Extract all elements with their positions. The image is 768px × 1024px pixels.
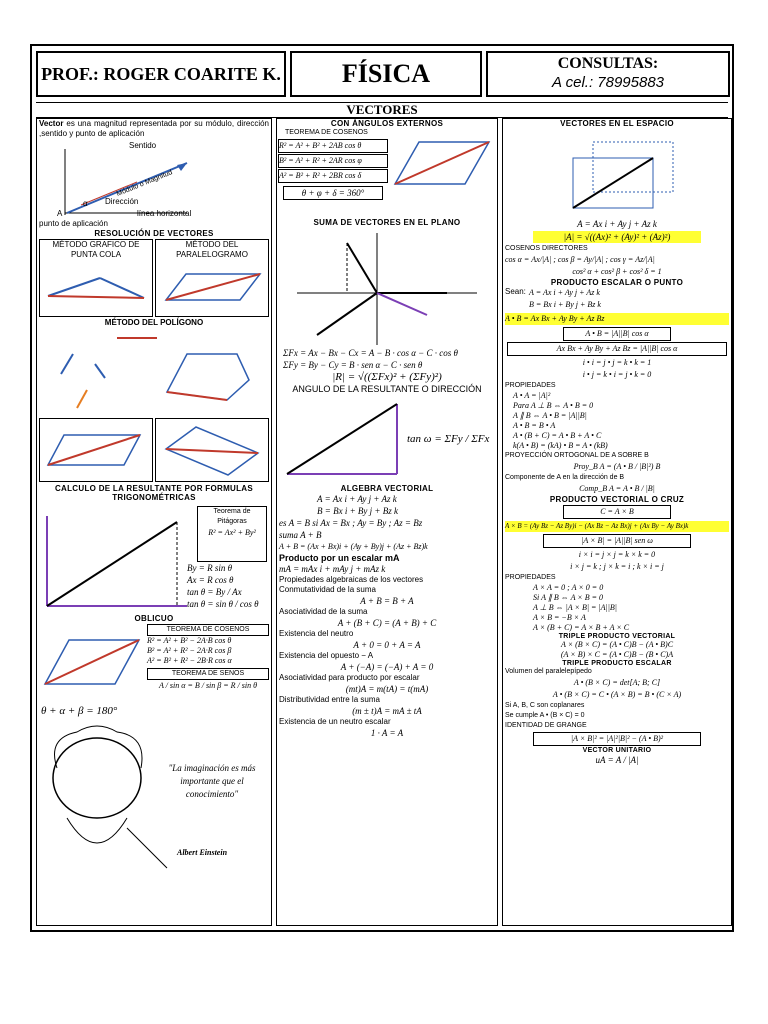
projection-title: PROYECCIÓN ORTOGONAL DE A SOBRE B [505, 452, 649, 459]
example-sketch-2 [156, 419, 268, 479]
space-magnitude: |A| = √((Ax)² + (Ay)² + (Az)²) [533, 231, 701, 243]
modulo-label: Módulo o Magnitud [115, 169, 174, 198]
contact-title: CONSULTAS: [557, 55, 659, 72]
dot-formula-angle: A • B = |A||B| cos α [563, 327, 671, 341]
contact-phone: A cel.: 78995883 [551, 74, 665, 91]
cos-theorem-title: TEOREMA DE COSENOS [147, 624, 269, 636]
example-box-1 [39, 418, 153, 482]
def-text: es una magnitud representada por su módulo, dirección ,sentido y punto de aplicación [39, 119, 269, 138]
dot-vector-a: A = Ax i + Ay j + Az k [529, 288, 600, 297]
cos-formula-1: R² = A² + B² − 2A·B cos θ [147, 636, 232, 645]
tip-tail-sketch [40, 260, 152, 312]
space-cube-sketch [503, 128, 731, 218]
property-formula: A + B = B + A [360, 596, 414, 606]
dot-property: k(A • B) = (kA) • B = A • (kB) [513, 441, 608, 450]
sentido-label: Sentido [129, 141, 157, 150]
header-professor: PROF.: ROGER COARITE K. [36, 51, 286, 97]
property-formula: A + (−A) = (−A) + A = 0 [340, 662, 434, 672]
cosx-formula-1: R² = A² + B² + 2AB cos θ [278, 139, 388, 153]
property-formula: (mt)A = m(tA) = t(mA) [345, 684, 429, 694]
property-formula: 1 · A = A [370, 728, 404, 738]
point-a-label: A [57, 209, 63, 218]
linea-label: línea horizontal [137, 209, 192, 218]
dot-property: A • A = |A|² [513, 391, 551, 400]
polygon-sketch [37, 328, 269, 416]
coplanar-label: Si A, B, C son coplanares [505, 702, 585, 709]
dot-vector-b: B = Bx i + By j + Bz k [529, 300, 601, 309]
cosx-formula-3: A² = B² + R² + 2BR cos δ [278, 169, 388, 183]
method2-label: MÉTODO DEL PARALELOGRAMO [176, 240, 248, 259]
property-name: Conmutatividad de la suma [279, 585, 376, 594]
method1-label: MÉTODO GRAFICO DE PUNTA COLA [52, 240, 140, 259]
coplanar-condition: Se cumple A • (B × C) = 0 [505, 712, 585, 719]
dot-unit-2: i • j = k • i = j • k = 0 [582, 370, 652, 379]
vector-definition [37, 119, 271, 139]
cross-product-title: PRODUCTO VECTORIAL O CRUZ [549, 495, 685, 504]
component-formula: Comp_B A = A • B / |B| [579, 484, 655, 493]
algebra-a: A = Ax i + Ay j + Az k [317, 494, 397, 504]
property-name: Existencia del opuesto − A [279, 651, 374, 660]
property-formula: (m ± t)A = mA ± tA [352, 706, 422, 716]
oblique-formulas [147, 624, 269, 704]
tan-formula: tan ω = ΣFy / ΣFx [407, 432, 490, 445]
triple-vector-title: TRIPLE PRODUCTO VECTORIAL [558, 633, 676, 640]
sum-formula: A + B = (Ax + Bx)i + (Ay + By)j + (Az + Bz)k [279, 542, 428, 551]
unit-vector-formula: uA = A / |A| [595, 755, 639, 765]
oblique-title: OBLICUO [134, 614, 174, 623]
space-vector-formula: A = Ax i + Ay j + Az k [577, 219, 657, 229]
triple-vector-1: A × (B × C) = (A • C)B − (A • B)C [560, 640, 674, 649]
direction-cosines-identity: cos² α + cos² β + cos² δ = 1 [572, 267, 662, 276]
dot-property: A • (B + C) = A • B + A • C [513, 431, 602, 440]
einstein-author: Albert Einstein [177, 848, 228, 857]
einstein-portrait [37, 718, 269, 888]
column-left [36, 118, 272, 926]
methods-row [39, 239, 269, 317]
dot-formula-components: A • B = Ax Bx + Ay By + Az Bz [505, 313, 729, 325]
dot-properties-title: PROPIEDADES [505, 382, 556, 389]
pythagoras-formula: R² = Ax² + By² [208, 528, 256, 537]
cross-properties-title: PROPIEDADES [505, 574, 556, 581]
cosx-formula-2: B² = A² + R² + 2AR cos φ [278, 154, 388, 168]
method-parallelogram [155, 239, 269, 317]
dot-property: A • B = B • A [513, 421, 556, 430]
dot-product-title: PRODUCTO ESCALAR O PUNTO [550, 278, 684, 287]
resultant-angle-title: ANGULO DE LA RESULTANTE O DIRECCIÓN [292, 384, 482, 394]
lagrange-title: IDENTIDAD DE GRANGE [505, 722, 587, 729]
dot-formula-equality: Ax Bx + Ay By + Az Bz = |A||B| cos α [507, 342, 727, 356]
sum-fy-formula: ΣFy = By − Cy = B · sen α − C · sen θ [283, 360, 423, 370]
dot-setup [503, 287, 731, 311]
volume-label: Volumen del paralelepípedo [505, 668, 592, 675]
dot-unit-1: i • i = j • j = k • k = 1 [582, 358, 652, 367]
direccion-label: Dirección [105, 197, 139, 206]
direction-cosines-title: COSENOS DIRECTORES [505, 245, 588, 252]
polygon-title: MÉTODO DEL POLÍGONO [104, 318, 204, 327]
calc-title: CALCULO DE LA RESULTANTE POR FORMULAS TRIGONOMÉTRICAS [54, 484, 254, 502]
cross-magnitude: |A × B| = |A||B| sen ω [543, 534, 691, 548]
resultant-magnitude: |R| = √((ΣFx)² + (ΣFy)²) [332, 371, 442, 383]
cross-property: A × B = −B × A [533, 613, 586, 622]
cross-determinant: A × B = (Ay Bz − Az By)i − (Ax Bz − Az Bx)j + (Ax By − Ay Bx)k [505, 521, 729, 532]
einstein-quote: "La imaginación es más importante que el conocimiento" [168, 763, 256, 799]
dot-property: Para A ⊥ B ⇔ A • B = 0 [513, 401, 594, 410]
header-contact [486, 51, 730, 97]
oblique-block [39, 624, 269, 704]
trig-formula-3: tan θ = By / Ax [187, 587, 242, 597]
tan-block [277, 394, 497, 484]
cross-property: A × (B + C) = A × B + A × C [533, 623, 630, 632]
property-formula: A + 0 = 0 + A = A [353, 640, 421, 650]
algebra-b: B = Bx i + By j + Bz k [317, 506, 398, 516]
plane-sum-title: SUMA DE VECTORES EN EL PLANO [313, 218, 461, 227]
cheat-sheet [30, 44, 734, 932]
example-box-2 [155, 418, 269, 482]
scalar-product-formula: mA = mAx i + mAy j + mAz k [279, 564, 386, 574]
header-subject: FÍSICA [290, 51, 482, 97]
dot-property: A ∥ B ⇔ A • B = |A||B| [513, 411, 587, 420]
property-name: Asociatividad para producto por escalar [279, 673, 420, 682]
property-list [277, 585, 497, 739]
algebraic-properties-title: Propiedades algebraicas de los vectores [279, 575, 424, 584]
sum-fx-formula: ΣFx = Ax − Bx − Cx = A − B · cos α − C · cos θ [283, 348, 458, 358]
punto-aplicacion-label: punto de aplicación [39, 219, 108, 228]
example-boxes [39, 418, 269, 482]
oblique-sketch [39, 624, 147, 704]
external-angle-sum: θ + φ + δ = 360° [283, 186, 383, 200]
example-sketch-1 [40, 419, 152, 479]
cross-unit-1: i × i = j × j = k × k = 0 [578, 550, 656, 559]
def-term: Vector [39, 119, 64, 128]
property-name: Existencia de un neutro escalar [279, 717, 391, 726]
property-formula: A + (B + C) = (A + B) + C [337, 618, 437, 628]
sin-formula: A / sin α = B / sin β = R / sin θ [158, 681, 258, 690]
trig-formula-1: By = R sin θ [187, 563, 232, 573]
direction-cosines-formula: cos α = Ax/|A| ; cos β = Ay/|A| ; cos γ = Az/|A| [505, 255, 655, 264]
pythagoras-block [37, 502, 271, 614]
triple-scalar-formula: A • (B × C) = det[A; B; C] [573, 678, 661, 687]
triple-scalar-title: TRIPLE PRODUCTO ESCALAR [562, 660, 672, 667]
external-block [277, 128, 497, 218]
einstein-block [37, 718, 271, 888]
sean-label: Sean: [505, 287, 526, 296]
cross-definition: C = A × B [563, 505, 671, 519]
property-name: Existencia del neutro [279, 629, 354, 638]
lagrange-formula: |A × B|² = |A|²|B|² − (A • B)² [533, 732, 701, 746]
cos-formula-2: B² = A² + R² − 2A·R cos β [147, 646, 232, 655]
projection-formula: Proy_B A = (A • B / |B|²) B [573, 462, 661, 471]
trig-formula-4: tan θ = sin θ / cos θ [187, 599, 259, 609]
triple-vector-2: (A × B) × C = (A • C)B − (B • C)A [560, 650, 674, 659]
property-name: Asociatividad de la suma [279, 607, 368, 616]
dot-vectors [529, 287, 601, 311]
column-right [502, 118, 732, 926]
alpha-symbol: α [83, 199, 88, 208]
cos-theorem-ext-title: TEOREMA DE COSENOS [285, 129, 368, 136]
scalar-product-label: Producto por un escalar mA [279, 553, 400, 563]
external-angle-sketch [389, 128, 495, 218]
cross-property: A ⊥ B ⇔ |A × B| = |A||B| [533, 603, 617, 612]
angle-sum-formula: θ + α + β = 180° [41, 705, 118, 717]
parallelogram-sketch [156, 260, 268, 312]
tan-triangle-sketch [277, 394, 407, 484]
cross-unit-2: i × j = k ; j × k = i ; k × i = j [570, 562, 664, 571]
plane-sum-sketch [277, 227, 497, 347]
unit-vector-title: VECTOR UNITARIO [582, 747, 652, 754]
algebra-title: ALGEBRA VECTORIAL [340, 484, 434, 493]
trig-formulas [187, 562, 259, 610]
external-angles-title: CON ÁNGULOS EXTERNOS [330, 119, 444, 128]
sum-label: suma A + B [279, 530, 322, 540]
triple-scalar-cyclic: A • (B × C) = C • (A × B) = B • (C × A) [552, 690, 682, 699]
vector-diagram [37, 139, 271, 219]
cos-formula-3: A² = B² + R² − 2B·R cos α [147, 656, 232, 665]
section-band-title: VECTORES [36, 102, 728, 118]
cross-property: A × A = 0 ; A × 0 = 0 [533, 583, 604, 592]
method-tip-tail [39, 239, 153, 317]
space-vectors-title: VECTORES EN EL ESPACIO [560, 119, 674, 128]
cross-property: Si A ∥ B ⇔ A × B = 0 [533, 593, 603, 602]
sin-theorem-title: TEOREMA DE SENOS [147, 668, 269, 680]
equality-condition: es A = B si Ax = Bx ; Ay = By ; Az = Bz [279, 518, 423, 528]
trig-formula-2: Ax = R cos θ [187, 575, 234, 585]
component-title: Componente de A en la dirección de B [505, 474, 625, 481]
external-formulas [277, 128, 389, 218]
property-name: Distributividad entre la suma [279, 695, 380, 704]
resolution-title: RESOLUCIÓN DE VECTORES [94, 229, 214, 238]
column-middle [276, 118, 498, 926]
pythagoras-title: Teorema de Pitágoras [213, 508, 251, 525]
pythagoras-box [197, 506, 267, 562]
